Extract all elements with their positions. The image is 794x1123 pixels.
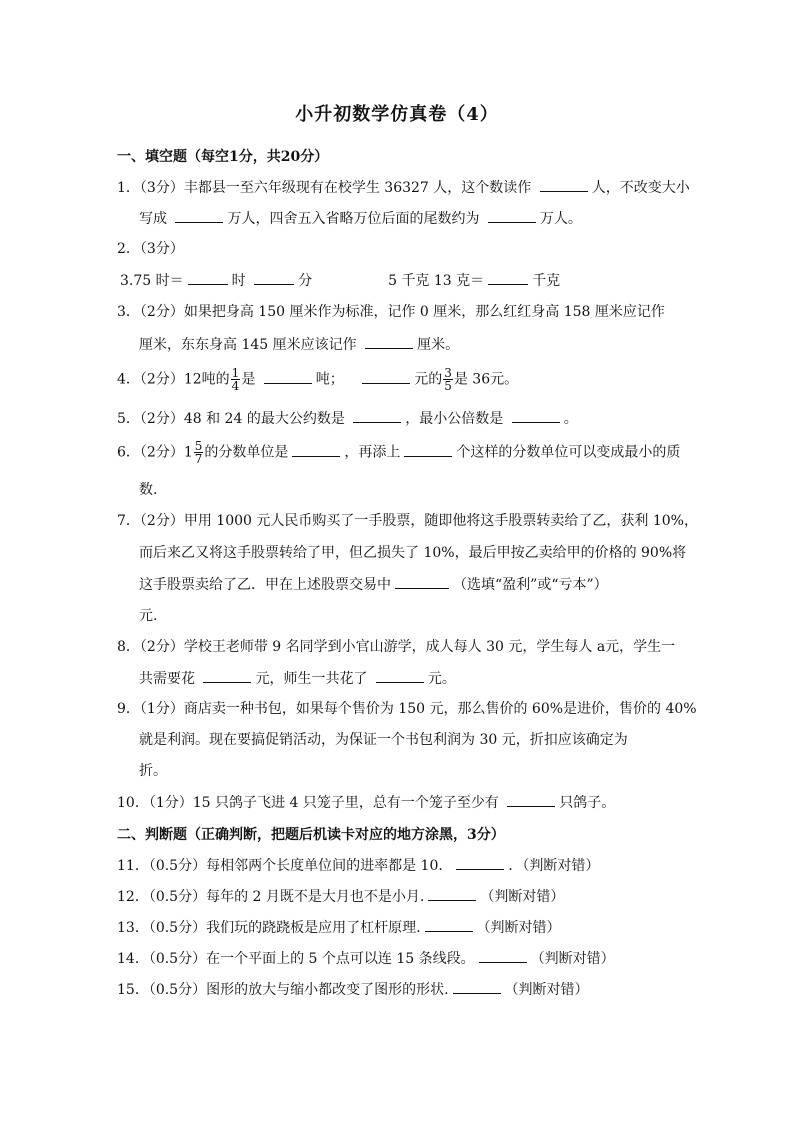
- answer-blank[interactable]: [479, 948, 527, 963]
- answer-blank[interactable]: [428, 886, 476, 901]
- question-9-line-2: 就是利润。现在要搞促销活动，为保证一个书包利润为 30 元，折扣应该确定为: [139, 732, 628, 748]
- question-10: 10．（1分）15 只鸽子飞进 4 只笼子里，总有一个笼子至少有 只鸽子。: [117, 792, 677, 813]
- question-9: 9．（1分）商店卖一种书包，如果每个售价为 150 元，那么售价的 60%是进价，售价的 40%: [117, 701, 697, 717]
- answer-blank[interactable]: [203, 668, 251, 683]
- question-8-line-2: 共需要花 元，师生一共花了 元。: [139, 668, 679, 689]
- question-11: 11．（0.5分）每相邻两个长度单位间的进率都是 10． ．（判断对错）: [117, 855, 677, 876]
- question-8: 8．（2分）学校王老师带 9 名同学到小官山游学，成人每人 30 元，学生每人 a元，学生一: [117, 639, 676, 655]
- question-1: 1．（3分）丰都县一至六年级现有在校学生 36327 人，这个数读作 人，不改变大小: [117, 177, 677, 198]
- question-6-line-2: 数.: [139, 482, 158, 498]
- answer-blank[interactable]: [264, 369, 312, 384]
- question-7: 7．（2分）甲用 1000 元人民币购买了一手股票，随即他将这手股票转卖给了乙，获利 10%，: [117, 513, 698, 529]
- question-7-line-3: 这手股票卖给了乙．甲在上述股票交易中 （选填“盈利”或“亏本”）: [139, 574, 679, 595]
- answer-blank[interactable]: [488, 208, 536, 223]
- fraction: $\frac{5}{7}$: [194, 439, 203, 466]
- page-title: 小升初数学仿真卷（4）: [295, 104, 499, 125]
- question-2-content: 3.75 时＝ 时 分 5 千克 13 克＝ 千克: [120, 270, 680, 291]
- question-3: 3．（2分）如果把身高 150 厘米作为标准，记作 0 厘米，那么红红身高 158 厘米应记作: [117, 304, 665, 320]
- answer-blank[interactable]: [376, 668, 424, 683]
- section-heading-fill-blank: 一、填空题（每空1分，共20分）: [117, 149, 329, 165]
- question-9-line-3: 折。: [139, 763, 167, 779]
- fraction: $\frac{1}{4}$: [231, 366, 240, 393]
- answer-blank[interactable]: [512, 408, 560, 423]
- answer-blank[interactable]: [365, 334, 413, 349]
- answer-blank[interactable]: [453, 979, 501, 994]
- section-heading-true-false: 二、判断题（正确判断，把题后机读卡对应的地方涂黑，3分）: [117, 827, 505, 843]
- answer-blank[interactable]: [507, 792, 555, 807]
- question-7-line-4: 元.: [139, 608, 158, 624]
- answer-blank[interactable]: [404, 442, 452, 457]
- question-5: 5．（2分）48 和 24 的最大公约数是 ，最小公倍数是 。: [117, 408, 677, 429]
- answer-blank[interactable]: [425, 917, 473, 932]
- answer-blank[interactable]: [540, 177, 588, 192]
- question-13: 13．（0.5分）我们玩的跷跷板是应用了杠杆原理. （判断对错）: [117, 917, 677, 938]
- question-6: 6．（2分）1 $\frac{5}{7}$ 的分数单位是 ，再添上 个这样的分数单位可以变成最小的质: [117, 439, 681, 466]
- fraction: $\frac{3}{5}$: [444, 366, 452, 393]
- answer-blank[interactable]: [362, 369, 410, 384]
- question-15: 15．（0.5分）图形的放大与缩小都改变了图形的形状. （判断对错）: [117, 979, 677, 1000]
- question-2: 2．（3分）: [117, 241, 184, 257]
- question-1-line-2: 写成 万人，四舍五入省略万位后面的尾数约为 万人。: [139, 208, 679, 229]
- answer-blank[interactable]: [353, 408, 401, 423]
- answer-blank[interactable]: [175, 208, 223, 223]
- answer-blank[interactable]: [488, 270, 528, 285]
- answer-blank[interactable]: [188, 270, 228, 285]
- question-14: 14．（0.5分）在一个平面上的 5 个点可以连 15 条线段。 （判断对错）: [117, 948, 677, 969]
- answer-blank[interactable]: [456, 855, 504, 870]
- question-4: 4．（2分）12吨的 $\frac{1}{4}$ 是 吨； 元的 $\frac{3}{5}$ 是 36元。: [117, 366, 519, 393]
- answer-blank[interactable]: [254, 270, 294, 285]
- answer-blank[interactable]: [395, 574, 449, 589]
- question-12: 12．（0.5分）每年的 2 月既不是大月也不是小月. （判断对错）: [117, 886, 677, 907]
- question-7-line-2: 而后来乙又将这手股票转给了甲，但乙损失了 10%，最后甲按乙卖给甲的价格的 90%将: [139, 545, 687, 561]
- answer-blank[interactable]: [292, 442, 340, 457]
- question-3-line-2: 厘米，东东身高 145 厘米应该记作 厘米。: [139, 334, 679, 355]
